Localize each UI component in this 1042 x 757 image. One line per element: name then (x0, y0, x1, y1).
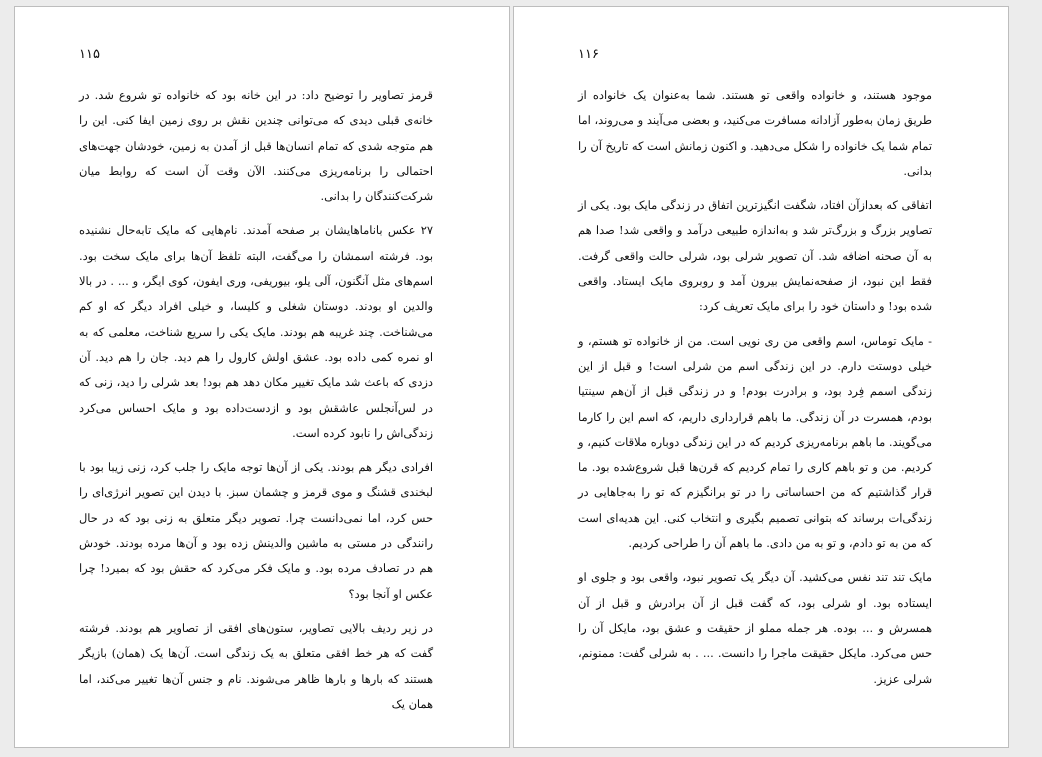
book-page-right (513, 6, 1009, 748)
paragraph: اتفاقی که بعدازآن افتاد، شگفت انگیزترین اتفاق در زندگی مایک بود. یکی از تصاویر بزرگ و بزرگ‌تر شد و به‌اندازه طبیعی درآمد و واقعی شد! صدا هم به آن صحنه اضافه شد. آن تصویر شرلی بود، شرلی حالت واقعی گرفت. فقط این نبود، از صفحه‌نمایش بیرون آمد و روبروی مایک ایستاد. واقعی شده بود! و داستان خود را برای مایک تعریف کرد: (578, 198, 932, 314)
paragraph: افرادی دیگر هم بودند. یکی از آن‌ها توجه مایک را جلب کرد، زنی زیبا بود با لبخندی قشنگ و موی قرمز و چشمان سبز. با دیدن این تصویر انرژی‌ای را حس کرد، اما نمی‌دانست چرا. تصویر دیگر متعلق به زنی بود که در حال رانندگی در مستی به ماشین والدینش زده بود و آن‌ها مرده بودند. خودش هم در تصادف مرده بود. و مایک فکر می‌کرد که حقش بود که بمیرد! چرا عکس او آنجا بود؟ (79, 460, 433, 601)
paragraph: موجود هستند، و خانواده واقعی تو هستند. شما به‌عنوان یک خانواده از طریق زمان به‌طور آزادانه مسافرت می‌کنید، و بعضی می‌آیند و می‌روند، اما تمام شما یک خانواده را شکل می‌دهید. و اکنون زمانش است که تاریخ آن را بدانی. (578, 88, 932, 178)
paragraph: ۲۷ عکس باناماهایشان بر صفحه آمدند. نام‌هایی که مایک تابه‌حال نشنیده بود. فرشته اسمشان را می‌گفت، البته تلفظ آن‌ها برای مایک سخت بود. اسم‌های مثل آنگنون، آلی یلو، بیوریفی، وری ایفون، کوی ایگر، و ... . در بالا والدین او بودند. دوستان شغلی و کلیسا، و خیلی افراد دیگر که او کم می‌شناخت. چند غریبه هم بودند. مایک یکی را سریع شناخت، معلمی که به او نمره کمی داده بود. عشق اولش کارول را هم دید. جان را هم دید. آن دزدی که باعث شد مایک تغییر مکان دهد هم بود! بعد شرلی را دید، زنی که در لس‌آنجلس عاشقش بود و ازدست‌داده بود و مایک احساس می‌کرد زندگی‌اش را نابود کرده است. (79, 223, 433, 440)
page-text (79, 83, 433, 726)
page-number: ۱۱۵ (79, 47, 100, 62)
book-page-left (14, 6, 510, 748)
paragraph: مایک تند تند نفس می‌کشید. آن دیگر یک تصویر نبود، واقعی بود و جلوی او ایستاده بود. او شرلی بود، که گفت قبل از آن برادرش و قبل از آن همسرش و ... بوده. هر جمله مملو از حقیقت و عشق بود، مایکل آن را حس می‌کرد. مایکل حقیقت ماجرا را دانست. ... . به شرلی گفت: ممنونم، شرلی عزیز. (578, 570, 932, 686)
paragraph: در زیر ردیف بالایی تصاویر، ستون‌های افقی از تصاویر هم بودند. فرشته گفت که هر خط افقی متعلق به یک زندگی است. آن‌ها یک (همان) بازیگر هستند که بارها و بارها ظاهر می‌شوند. نام و جنس آن‌ها تغییر می‌کند، اما همان یک (79, 620, 433, 711)
paragraph: - مایک توماس، اسم واقعی من ری نویی است. من از خانواده تو هستم، و خیلی دوستت دارم. در این زندگی اسم من شرلی است! و قبل از این زندگی اسمم فِرد بود، و برادرت بودم! و در زندگی قبل از آن‌هم سینتیا بودم، همسرت در آن زندگی. ما باهم قرارداری داریم، که اسم این را کارما می‌گویند. ما باهم برنامه‌ریزی کردیم که در این زندگی دوباره ملاقات کنیم، و کردیم. من و تو باهم کاری را تمام کردیم که قرن‌ها قبل شروع‌شده بود. ما قرار گذاشتیم که من احساساتی را در تو برانگیزم که تو را به‌جاهایی در زندگی‌ات برساند که بتوانی تصمیم بگیری و انتخاب کنی. این هدیه‌ای است که من به تو دادم، و تو به من دادی. ما باهم آن را طراحی کردیم. (578, 333, 932, 551)
page-text (578, 83, 932, 701)
paragraph: قرمز تصاویر را توضیح داد: در این خانه بود که خانواده تو شروع شد. در خانه‌ی قبلی دیدی که می‌توانی چندین نقش بر روی زمین ایفا کنی. این را هم متوجه شدی که تمام انسان‌ها قبل از آمدن به زمین، خودشان جهت‌های احتمالی را برنامه‌ریزی می‌کنند. الآن وقت آن است که روابط میان شرکت‌کنندگان را بدانی. (79, 88, 433, 204)
page-number: ۱۱۶ (578, 47, 599, 62)
